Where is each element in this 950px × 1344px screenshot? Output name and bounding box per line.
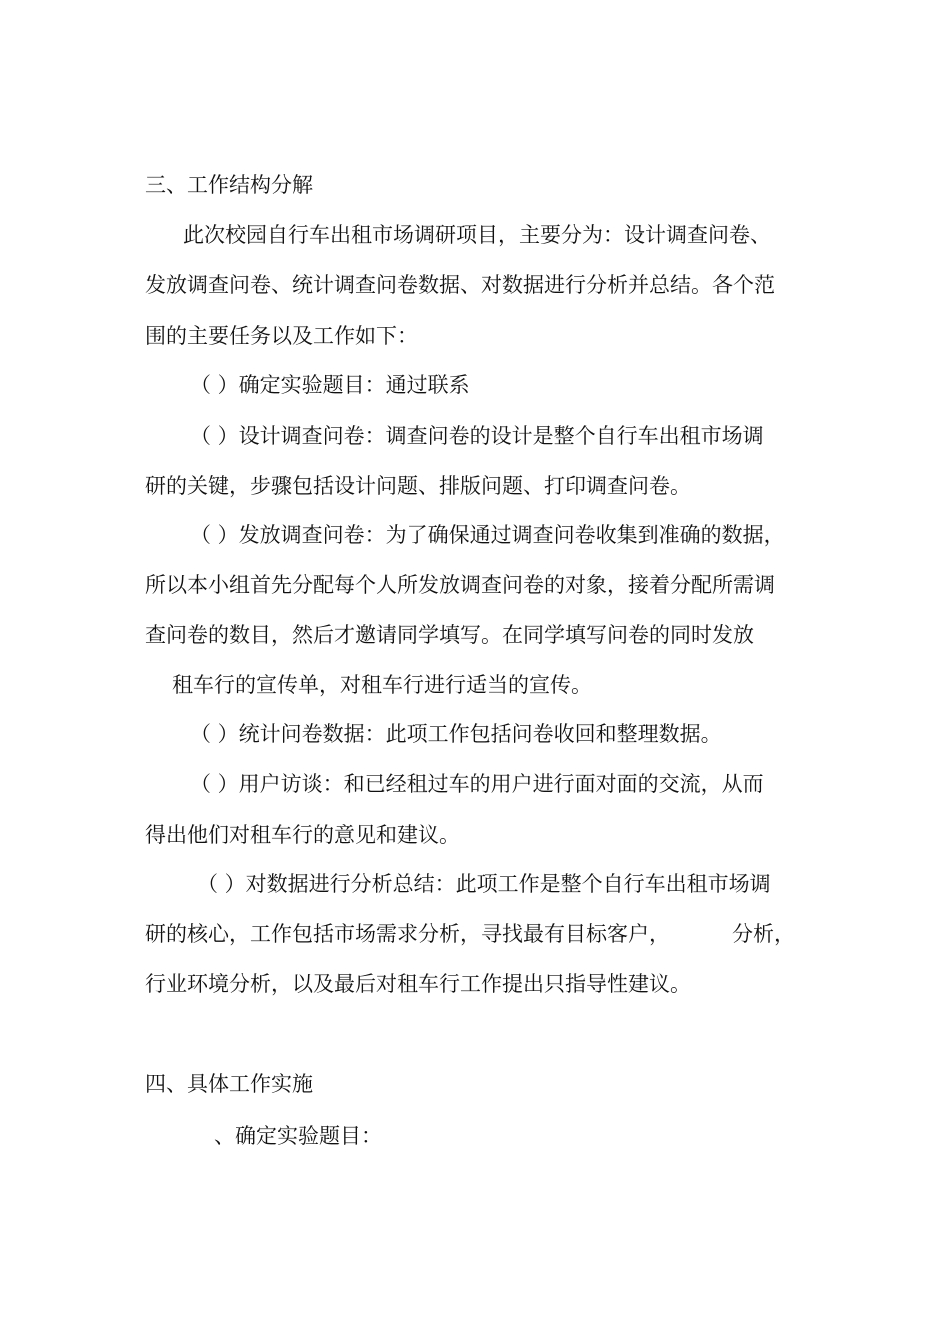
section-4-heading: 四、具体工作实施 [145,1072,313,1096]
item-3-line-2: 所以本小组首先分配每个人所发放调查问卷的对象，接着分配所需调 [145,573,775,597]
section-4-subheading-1: 、确定实验题目： [214,1124,382,1148]
item-1-line-1: （ ）确定实验题目：通过联系 [190,373,470,397]
item-5-line-2: 得出他们对租车行的意见和建议。 [145,823,460,847]
intro-paragraph-line-3: 围的主要任务以及工作如下： [145,324,418,348]
item-6-line-3: 行业环境分析，以及最后对租车行工作提出只指导性建议。 [145,972,691,996]
item-6-line-1: （ ）对数据进行分析总结：此项工作是整个自行车出租市场调 [197,872,771,896]
item-3-line-4: 租车行的宣传单，对租车行进行适当的宣传。 [172,673,592,697]
item-5-line-1: （ ）用户访谈：和已经租过车的用户进行面对面的交流，从而 [190,772,764,796]
intro-paragraph-line-2: 发放调查问卷、统计调查问卷数据、对数据进行分析并总结。各个范 [145,273,775,297]
section-3-heading: 三、工作结构分解 [145,173,313,197]
item-6-line-2-part-2: 分析， [732,922,795,946]
item-3-line-1: （ ）发放调查问卷：为了确保通过调查问卷收集到准确的数据， [190,523,785,547]
item-2-line-1: （ ）设计调查问卷：调查问卷的设计是整个自行车出租市场调 [190,424,764,448]
item-3-line-3: 查问卷的数目，然后才邀请同学填写。在同学填写问卷的同时发放 [145,623,754,647]
item-6-line-2 [145,919,795,949]
item-2-line-2: 研的关键，步骤包括设计问题、排版问题、打印调查问卷。 [145,474,691,498]
intro-paragraph-line-1: 此次校园自行车出租市场调研项目，主要分为：设计调查问卷、 [183,223,771,247]
item-4-line-1: （ ）统计问卷数据：此项工作包括问卷收回和整理数据。 [190,722,722,746]
item-6-line-2-part-1: 研的核心，工作包括市场需求分析，寻找最有目标客户， [145,922,670,946]
